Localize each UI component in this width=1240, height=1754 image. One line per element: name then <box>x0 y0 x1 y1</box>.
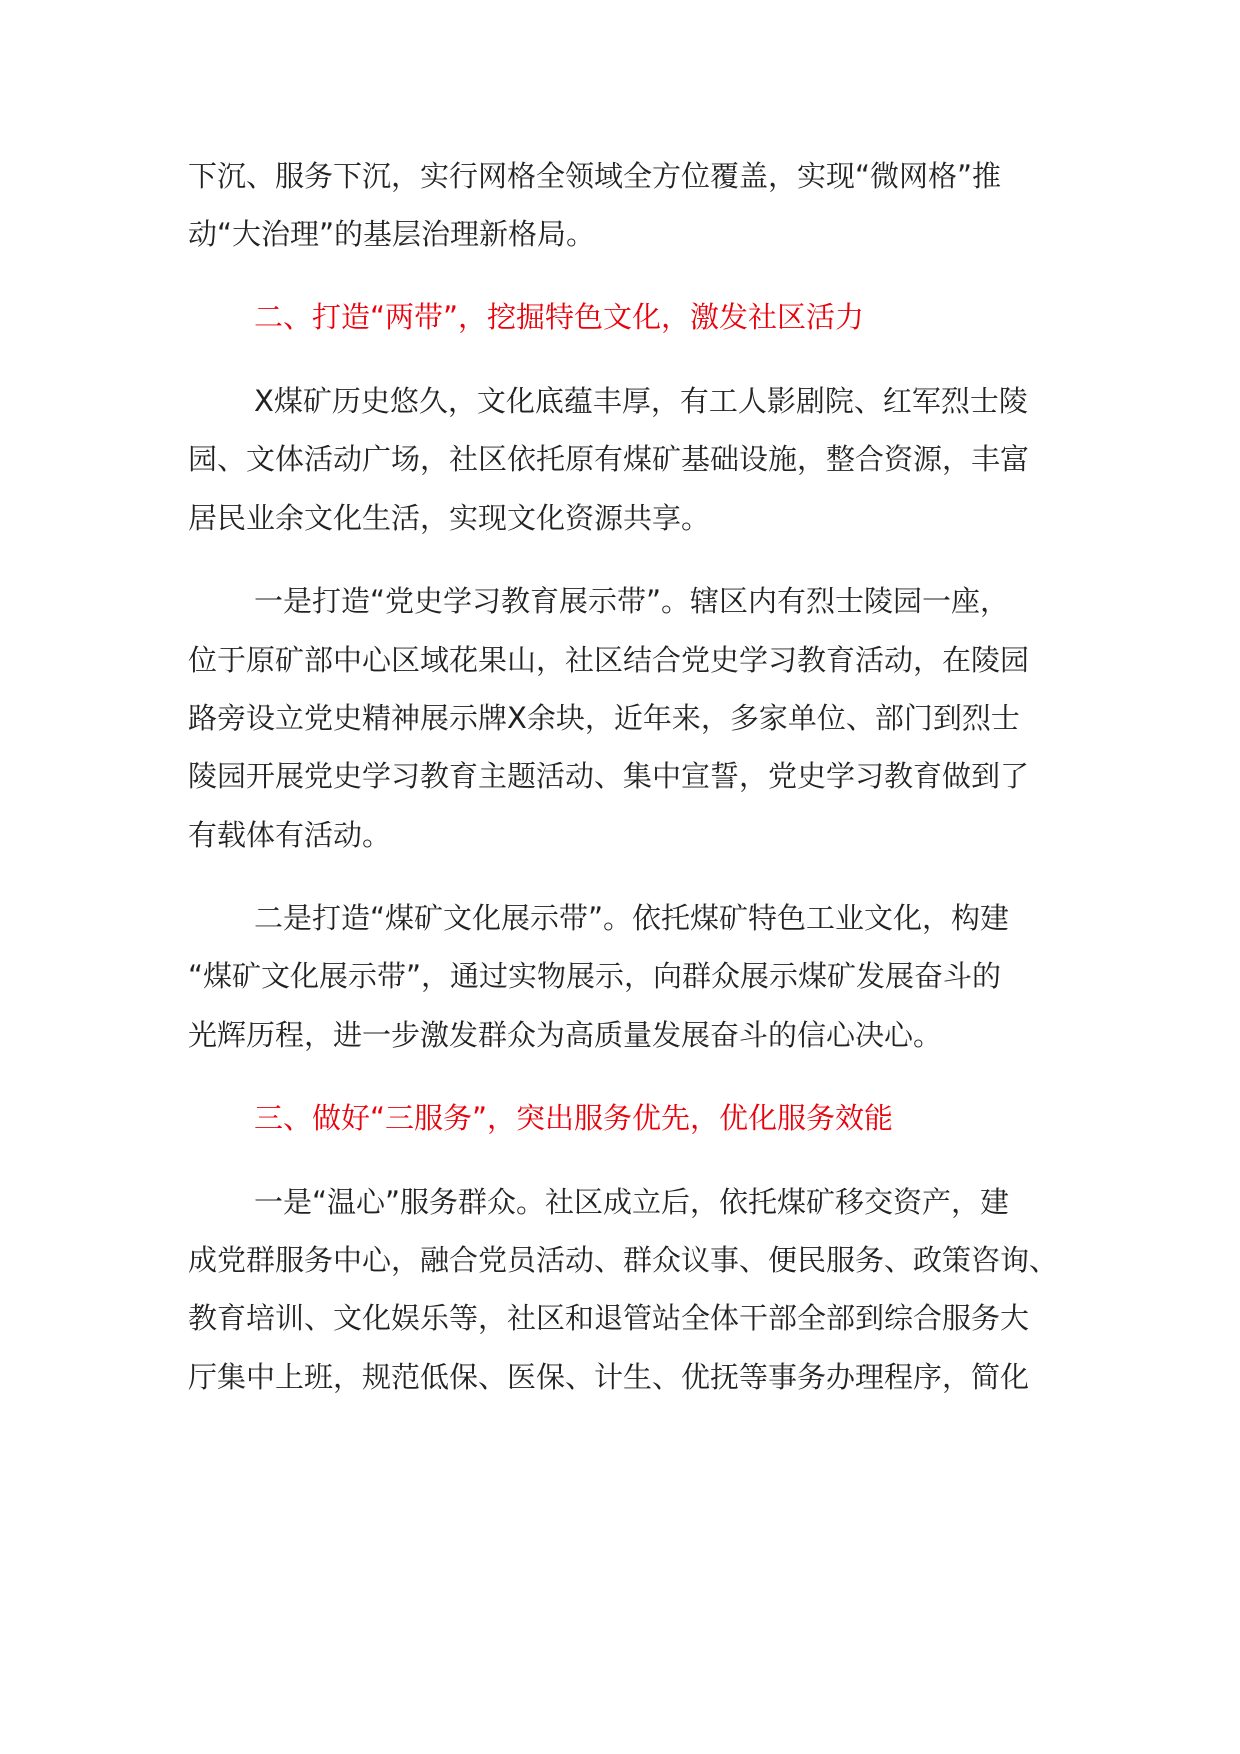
body-text-line: 陵园开展党史学习教育主题活动、集中宣誓，党史学习教育做到了 <box>188 759 1030 793</box>
body-text-line: 二是打造“煤矿文化展示带”。依托煤矿特色工业文化，构建 <box>254 901 1010 935</box>
body-text-line: 居民业余文化生活，实现文化资源共享。 <box>188 501 711 535</box>
body-text-line: “煤矿文化展示带”，通过实物展示，向群众展示煤矿发展奋斗的 <box>188 959 1002 993</box>
body-text-line: 厅集中上班，规范低保、医保、计生、优抚等事务办理程序，简化 <box>188 1360 1030 1394</box>
body-text-line: 成党群服务中心，融合党员活动、群众议事、便民服务、政策咨询、 <box>188 1243 1059 1277</box>
body-text-line: 动“大治理”的基层治理新格局。 <box>188 217 596 251</box>
body-text-line: 位于原矿部中心区域花果山，社区结合党史学习教育活动，在陵园 <box>188 643 1030 677</box>
section-heading: 三、做好“三服务”，突出服务优先，优化服务效能 <box>254 1101 894 1135</box>
section-heading: 二、打造“两带”，挖掘特色文化，激发社区活力 <box>254 300 865 334</box>
body-text-line: 教育培训、文化娱乐等，社区和退管站全体干部全部到综合服务大 <box>188 1301 1030 1335</box>
body-text-line: 一是“温心”服务群众。社区成立后，依托煤矿移交资产，建 <box>254 1185 1010 1219</box>
body-text-line: 一是打造“党史学习教育展示带”。辖区内有烈士陵园一座， <box>254 584 1010 618</box>
body-text-line: 光辉历程，进一步激发群众为高质量发展奋斗的信心决心。 <box>188 1018 943 1052</box>
body-text-line: X煤矿历史悠久，文化底蕴丰厚，有工人影剧院、红军烈士陵 <box>254 384 1028 418</box>
body-text-line: 下沉、服务下沉，实行网格全领域全方位覆盖，实现“微网格”推 <box>188 159 1002 193</box>
body-text-line: 路旁设立党史精神展示牌X余块，近年来，多家单位、部门到烈士 <box>188 701 1020 735</box>
body-text-line: 园、文体活动广场，社区依托原有煤矿基础设施，整合资源，丰富 <box>188 442 1030 476</box>
body-text-line: 有载体有活动。 <box>188 818 392 852</box>
